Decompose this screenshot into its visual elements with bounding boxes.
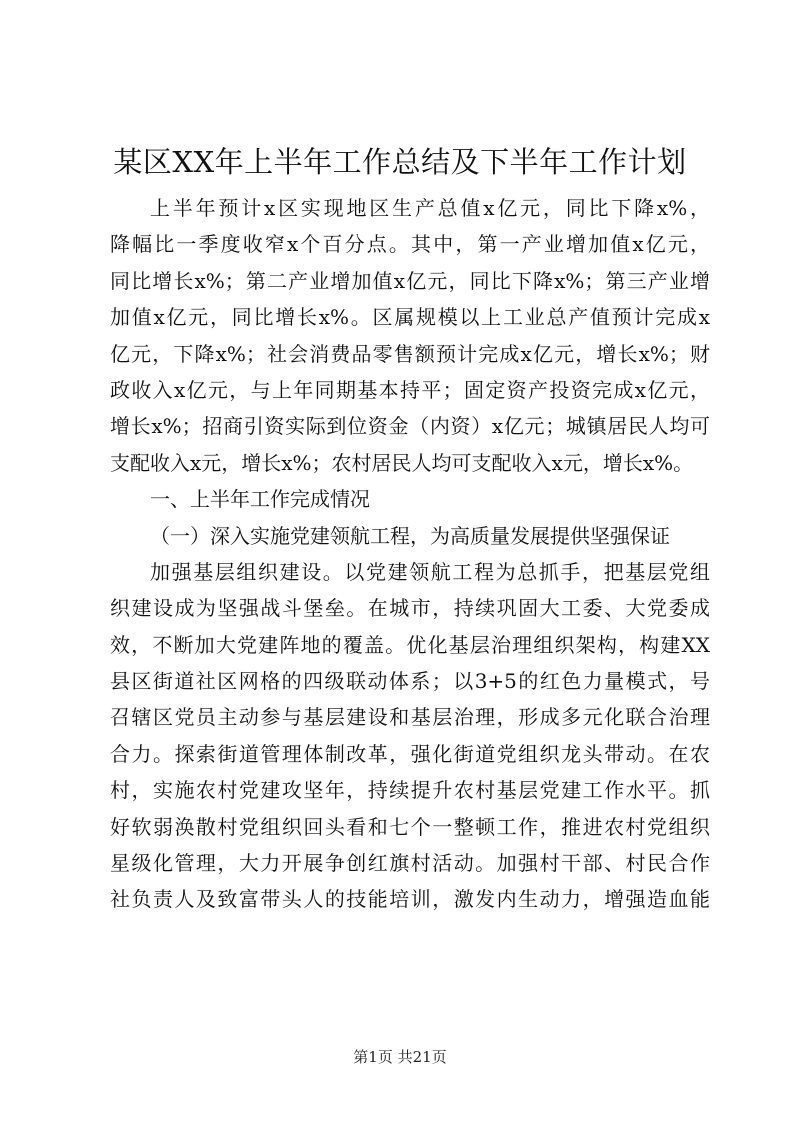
- paragraph-2-line: 社负责人及致富带头人的技能培训，激发内生动力，增强造血能: [110, 887, 710, 912]
- paragraph-1-line: 同比增长x%；第二产业增加值x亿元，同比下降x%；第三产业增: [110, 268, 710, 293]
- paragraph-1-line: 加值x亿元，同比增长x%。区属规模以上工业总产值预计完成x: [110, 305, 710, 330]
- paragraph-1-line: 降幅比一季度收窄x个百分点。其中，第一产业增加值x亿元，: [110, 232, 710, 257]
- page-number-footer: 第1页 共21页: [353, 1048, 447, 1066]
- paragraph-2-line: 召辖区党员主动参与基层建设和基层治理，形成多元化联合治理: [110, 705, 710, 730]
- paragraph-1-line: 增长x%；招商引资实际到位资金（内资）x亿元；城镇居民人均可: [110, 414, 710, 439]
- subsection-heading: （一）深入实施党建领航工程，为高质量发展提供坚强保证: [150, 523, 670, 548]
- paragraph-2-line: 星级化管理，大力开展争创红旗村活动。加强村干部、村民合作: [110, 851, 710, 876]
- paragraph-2-line: 加强基层组织建设。以党建领航工程为总抓手，把基层党组: [150, 559, 710, 584]
- paragraph-1-line: 上半年预计x区实现地区生产总值x亿元，同比下降x%，: [150, 196, 710, 220]
- paragraph-1-line: 政收入x亿元，与上年同期基本持平；固定资产投资完成x亿元，: [110, 377, 710, 402]
- paragraph-2-line: 好软弱涣散村党组织回头看和七个一整顿工作，推进农村党组织: [110, 814, 710, 839]
- paragraph-2-line: 合力。探索街道管理体制改革，强化街道党组织龙头带动。在农: [110, 741, 710, 766]
- paragraph-2-line: 织建设成为坚强战斗堡垒。在城市，持续巩固大工委、大党委成: [110, 596, 710, 621]
- paragraph-2-line: 村，实施农村党建攻坚年，持续提升农村基层党建工作水平。抓: [110, 778, 710, 803]
- paragraph-1-line: 支配收入x元，增长x%；农村居民人均可支配收入x元，增长x%。: [110, 450, 694, 475]
- section-heading: 一、上半年工作完成情况: [150, 487, 370, 512]
- paragraph-1-line: 亿元，下降x%；社会消费品零售额预计完成x亿元，增长x%；财: [110, 341, 710, 366]
- document-title: 某区XX年上半年工作总结及下半年工作计划: [113, 145, 687, 179]
- paragraph-2-line: 县区街道社区网格的四级联动体系；以3+5的红色力量模式，号: [110, 669, 710, 694]
- document-body: [110, 190, 710, 918]
- paragraph-2-line: 效，不断加大党建阵地的覆盖。优化基层治理组织架构，构建XX: [110, 632, 710, 657]
